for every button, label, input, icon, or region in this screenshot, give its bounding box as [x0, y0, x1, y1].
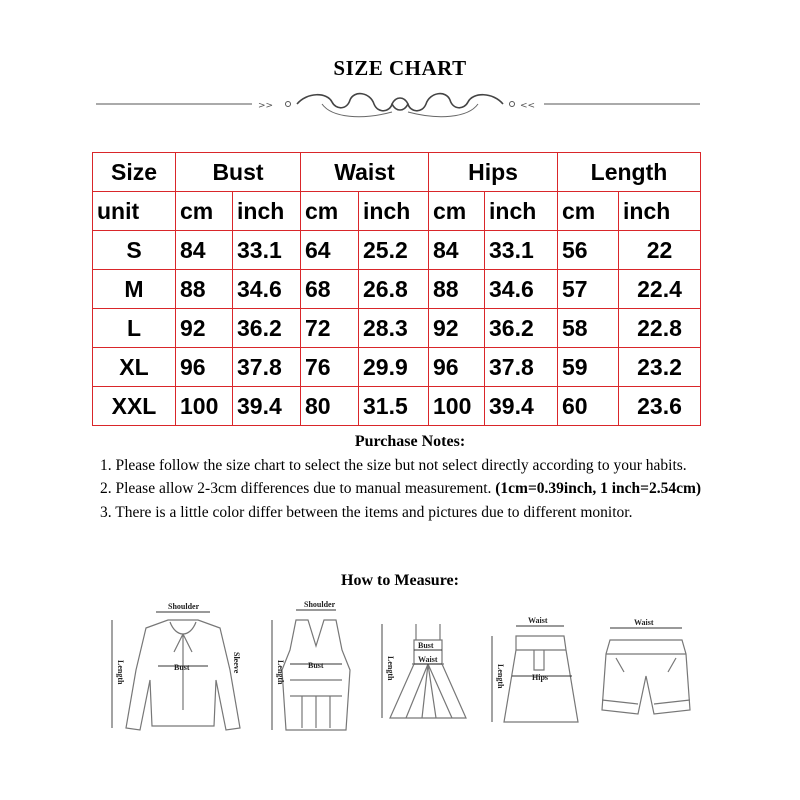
table-cell: 92 — [429, 309, 485, 348]
tank-measure-figure — [266, 600, 366, 745]
bust-label: Bust — [174, 663, 190, 672]
table-cell: 84 — [429, 231, 485, 270]
waist-label: Waist — [528, 616, 548, 625]
table-cell: 57 — [558, 270, 619, 309]
table-cell: 92 — [176, 309, 233, 348]
header-length: Length — [558, 153, 701, 192]
unit-cell: cm — [429, 192, 485, 231]
note-2-text: 2. Please allow 2-3cm differences due to manual measurement. — [100, 480, 496, 497]
table-cell: 80 — [301, 387, 359, 426]
table-cell: 68 — [301, 270, 359, 309]
table-cell: 23.2 — [619, 348, 701, 387]
dress-measure-figure — [376, 600, 476, 745]
svg-text:<<: << — [520, 101, 536, 111]
table-cell: 29.9 — [359, 348, 429, 387]
waist-label: Waist — [418, 655, 438, 664]
table-row — [93, 270, 701, 309]
table-cell: 59 — [558, 348, 619, 387]
unit-cell: cm — [301, 192, 359, 231]
unit-cell: cm — [558, 192, 619, 231]
table-cell: 72 — [301, 309, 359, 348]
length-label: Length — [386, 656, 395, 681]
header-hips: Hips — [429, 153, 558, 192]
table-cell: 33.1 — [485, 231, 558, 270]
size-label: XL — [93, 348, 176, 387]
unit-cell: inch — [359, 192, 429, 231]
size-label: S — [93, 231, 176, 270]
unit-cell: inch — [485, 192, 558, 231]
header-row-measure — [93, 153, 701, 192]
table-cell: 100 — [176, 387, 233, 426]
length-label: Length — [116, 660, 125, 685]
size-chart-table — [92, 152, 701, 426]
table-cell: 26.8 — [359, 270, 429, 309]
size-label: L — [93, 309, 176, 348]
header-size: Size — [93, 153, 176, 192]
skirt-measure-figure — [486, 600, 586, 745]
size-label: XXL — [93, 387, 176, 426]
header-waist: Waist — [301, 153, 429, 192]
waist-label: Waist — [634, 618, 654, 627]
unit-cell: inch — [619, 192, 701, 231]
table-cell: 96 — [429, 348, 485, 387]
table-cell: 76 — [301, 348, 359, 387]
table-row — [93, 309, 701, 348]
bust-label: Bust — [418, 641, 434, 650]
ornament-divider — [92, 82, 704, 126]
table-cell: 58 — [558, 309, 619, 348]
shorts-measure-figure — [590, 600, 700, 745]
shoulder-label: Shoulder — [304, 600, 336, 609]
table-cell: 25.2 — [359, 231, 429, 270]
how-to-measure-heading: How to Measure: — [341, 572, 459, 589]
table-cell: 31.5 — [359, 387, 429, 426]
table-cell: 56 — [558, 231, 619, 270]
notes-heading: Purchase Notes: — [354, 433, 466, 450]
note-1: 1. Please follow the size chart to select the size but not select directly according to your habits. — [100, 456, 687, 474]
table-cell: 39.4 — [233, 387, 301, 426]
header-row-unit — [93, 192, 701, 231]
table-cell: 88 — [429, 270, 485, 309]
table-cell: 88 — [176, 270, 233, 309]
length-label: Length — [276, 660, 285, 685]
table-cell: 23.6 — [619, 387, 701, 426]
purchase-notes — [100, 430, 720, 524]
hips-label: Hips — [532, 673, 549, 682]
table-cell: 39.4 — [485, 387, 558, 426]
unit-cell: unit — [93, 192, 176, 231]
table-row — [93, 231, 701, 270]
table-cell: 37.8 — [233, 348, 301, 387]
table-cell: 22 — [619, 231, 701, 270]
svg-text:>>: >> — [258, 101, 274, 111]
table-cell: 34.6 — [233, 270, 301, 309]
sleeve-label: Sleeve — [232, 652, 241, 674]
table-cell: 36.2 — [485, 309, 558, 348]
unit-cell: inch — [233, 192, 301, 231]
table-cell: 33.1 — [233, 231, 301, 270]
note-3: 3. There is a little color differ between the items and pictures due to different monitor. — [100, 503, 633, 521]
unit-cell: cm — [176, 192, 233, 231]
table-cell: 36.2 — [233, 309, 301, 348]
table-cell: 22.8 — [619, 309, 701, 348]
table-cell: 64 — [301, 231, 359, 270]
note-2-conversion: (1cm=0.39inch, 1 inch=2.54cm) — [495, 480, 702, 497]
header-bust: Bust — [176, 153, 301, 192]
table-cell: 37.8 — [485, 348, 558, 387]
table-row — [93, 387, 701, 426]
size-label: M — [93, 270, 176, 309]
table-cell: 60 — [558, 387, 619, 426]
bust-label: Bust — [308, 661, 324, 670]
table-cell: 96 — [176, 348, 233, 387]
table-row — [93, 348, 701, 387]
table-cell: 100 — [429, 387, 485, 426]
blouse-measure-figure — [108, 600, 258, 745]
length-label: Length — [496, 664, 505, 689]
shoulder-label: Shoulder — [168, 602, 200, 611]
page-title: SIZE CHART — [333, 56, 467, 80]
table-cell: 28.3 — [359, 309, 429, 348]
note-2 — [100, 477, 720, 501]
table-cell: 84 — [176, 231, 233, 270]
table-cell: 22.4 — [619, 270, 701, 309]
table-cell: 34.6 — [485, 270, 558, 309]
